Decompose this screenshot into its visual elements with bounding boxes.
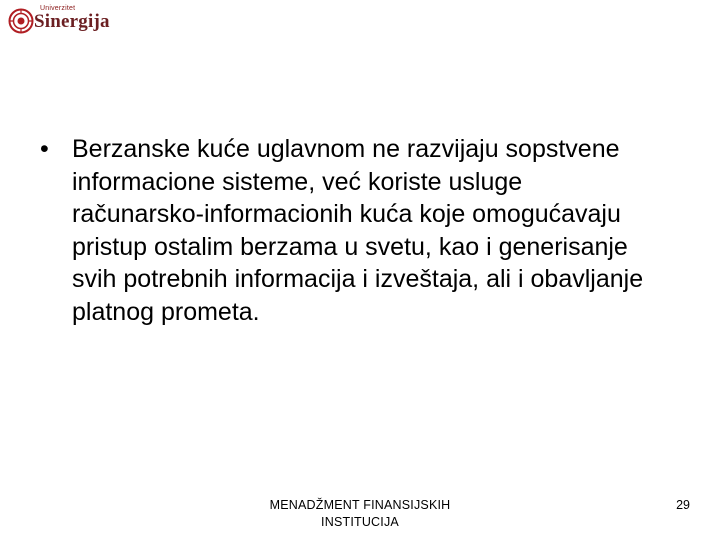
page-number: 29 xyxy=(676,498,690,512)
bullet-item xyxy=(40,133,660,328)
footer-title-line-1: MENADŽMENT FINANSIJSKIH xyxy=(269,498,451,512)
footer-title-line-2: INSTITUCIJA xyxy=(321,515,399,529)
logo-name: Sinergija xyxy=(34,11,110,32)
slide-content xyxy=(40,133,660,328)
logo-subtitle: Univerzitet xyxy=(40,5,76,12)
university-logo xyxy=(8,4,110,34)
university-seal-icon xyxy=(8,8,34,34)
bullet-text: Berzanske kuće uglavnom ne razvijaju sopstvene informacione sisteme, već koriste usluge računarsko-informacionih kuća koje omogućavaju pristup ostalim berzama u svetu, kao i generisanje svih potrebnih informacija i izveštaja, ali i obavljanje platnog prometa. xyxy=(72,135,644,326)
footer-course-title xyxy=(250,497,470,531)
bullet-dot-icon: • xyxy=(40,135,49,163)
